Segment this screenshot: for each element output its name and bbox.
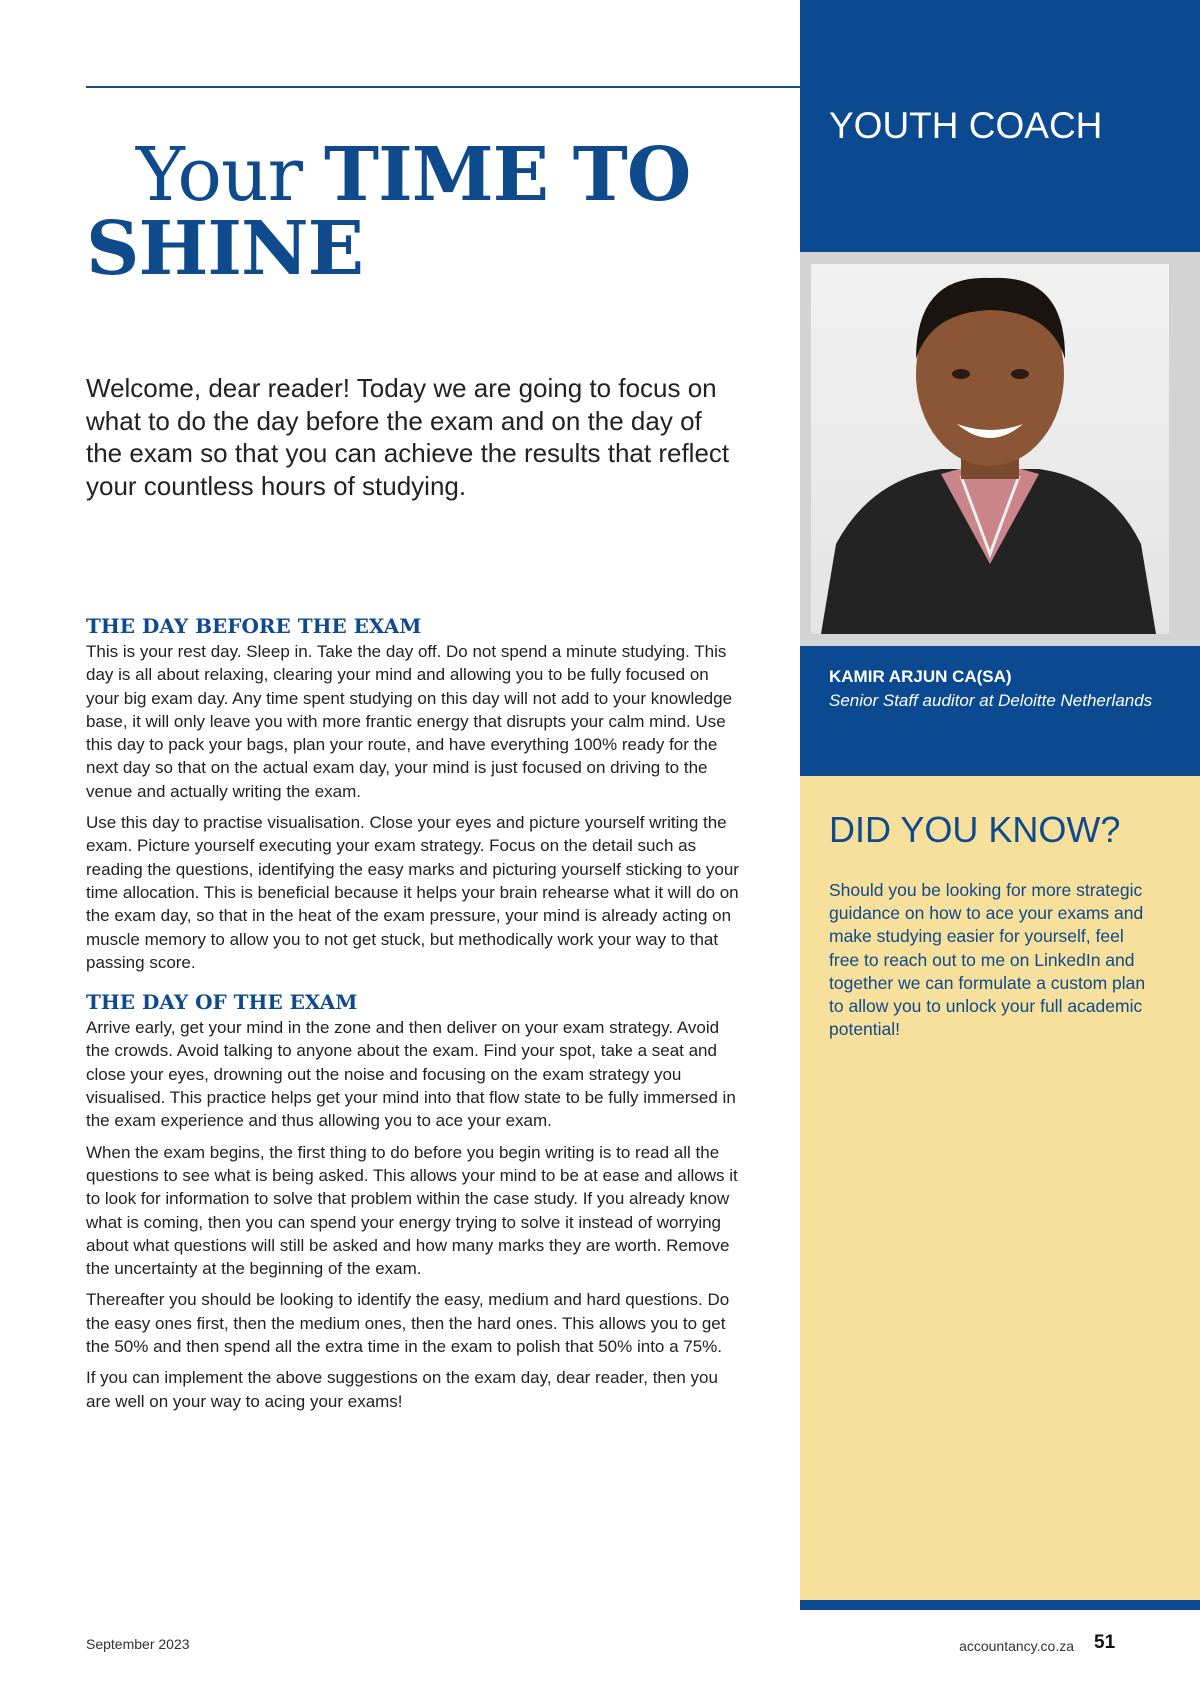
author-portrait-icon bbox=[811, 264, 1169, 634]
title-part-main: TIME TO SHINE bbox=[86, 132, 691, 292]
author-photo bbox=[811, 264, 1169, 634]
body-paragraph: Thereafter you should be looking to identify the easy, medium and hard questions. Do the easy ones first, then the medium ones, then the hard ones. This allows you to get the 50% and then spend all the extra time in the exam to polish that 50% into a 75%. bbox=[86, 1290, 730, 1357]
article-body bbox=[86, 612, 742, 1421]
column-label: YOUTH COACH bbox=[829, 105, 1103, 146]
intro-paragraph: Welcome, dear reader! Today we are going to focus on what to do the day before the exam and on the day of the exam so that you can achieve the results that reflect your countless hours of studying. bbox=[86, 373, 730, 501]
author-name: KAMIR ARJUN CA(SA) bbox=[829, 667, 1012, 686]
page-title bbox=[86, 132, 766, 292]
footer-site: accountancy.co.za bbox=[959, 1638, 1074, 1654]
top-rule bbox=[86, 86, 801, 88]
page-number: 51 bbox=[1094, 1632, 1116, 1653]
section-heading-day-of: THE DAY OF THE EXAM bbox=[86, 990, 358, 1015]
body-paragraph: If you can implement the above suggestions on the exam day, dear reader, then you are well on your way to acing your exams! bbox=[86, 1368, 718, 1411]
body-paragraph: This is your rest day. Sleep in. Take the day off. Do not spend a minute studying. This day is all about relaxing, clearing your mind and allowing you to be fully focused on your big exam day. Any time spent studying on this day will not add to your knowledge base, it will only leave you with more frantic energy that disrupts your calm mind. Use this day to pack your bags, plan your route, and have everything 100% ready for the next day so that on the actual exam day, your mind is just focused on driving to the venue and actually writing the exam. bbox=[86, 642, 733, 801]
body-paragraph: When the exam begins, the first thing to do before you begin writing is to read all the questions to see what is being asked. This allows your mind to be at ease and allows it to look for information to solve that problem within the case study. If you already know what is coming, then you can spend your energy trying to solve it instead of worrying about what questions will still be asked and how many marks they are worth. Remove the uncertainty at the beginning of the exam. bbox=[86, 1142, 738, 1279]
body-paragraph: Use this day to practise visualisation. Close your eyes and picture yourself writing the exam. Picture yourself executing your exam strategy. Focus on the detail such as reading the questions, identifying the easy marks and picturing yourself sticking to your time allocation. This is beneficial because it helps your brain rehearse what it will do on the exam day, so that in the heat of the exam pressure, your mind is already acting on muscle memory to allow you to not get stuck, but methodically work your way to that passing score. bbox=[86, 813, 739, 972]
section-heading-day-before: THE DAY BEFORE THE EXAM bbox=[86, 614, 422, 638]
did-you-know-title: DID YOU KNOW? bbox=[829, 809, 1121, 850]
body-paragraph: Arrive early, get your mind in the zone and then deliver on your exam strategy. Avoid the crowds. Avoid talking to anyone about the exam. Find your spot, take a seat and close your eyes, drowning out the noise and focusing on the exam strategy you visualised. This practice helps get your mind into that flow state to be fully immersed in the exam experience and thus allowing you to ace your exam. bbox=[86, 1018, 736, 1131]
did-you-know-text: Should you be looking for more strategic guidance on how to ace your exams and make studying easier for yourself, feel free to reach out to me on LinkedIn and together we can formulate a custom plan to allow you to unlock your full academic potential! bbox=[829, 880, 1146, 1040]
footer-date: September 2023 bbox=[86, 1636, 190, 1652]
title-part-your: Your bbox=[136, 132, 303, 218]
sidebar-bottom-bar bbox=[800, 1600, 1200, 1610]
author-role: Senior Staff auditor at Deloitte Netherlands bbox=[829, 691, 1153, 710]
